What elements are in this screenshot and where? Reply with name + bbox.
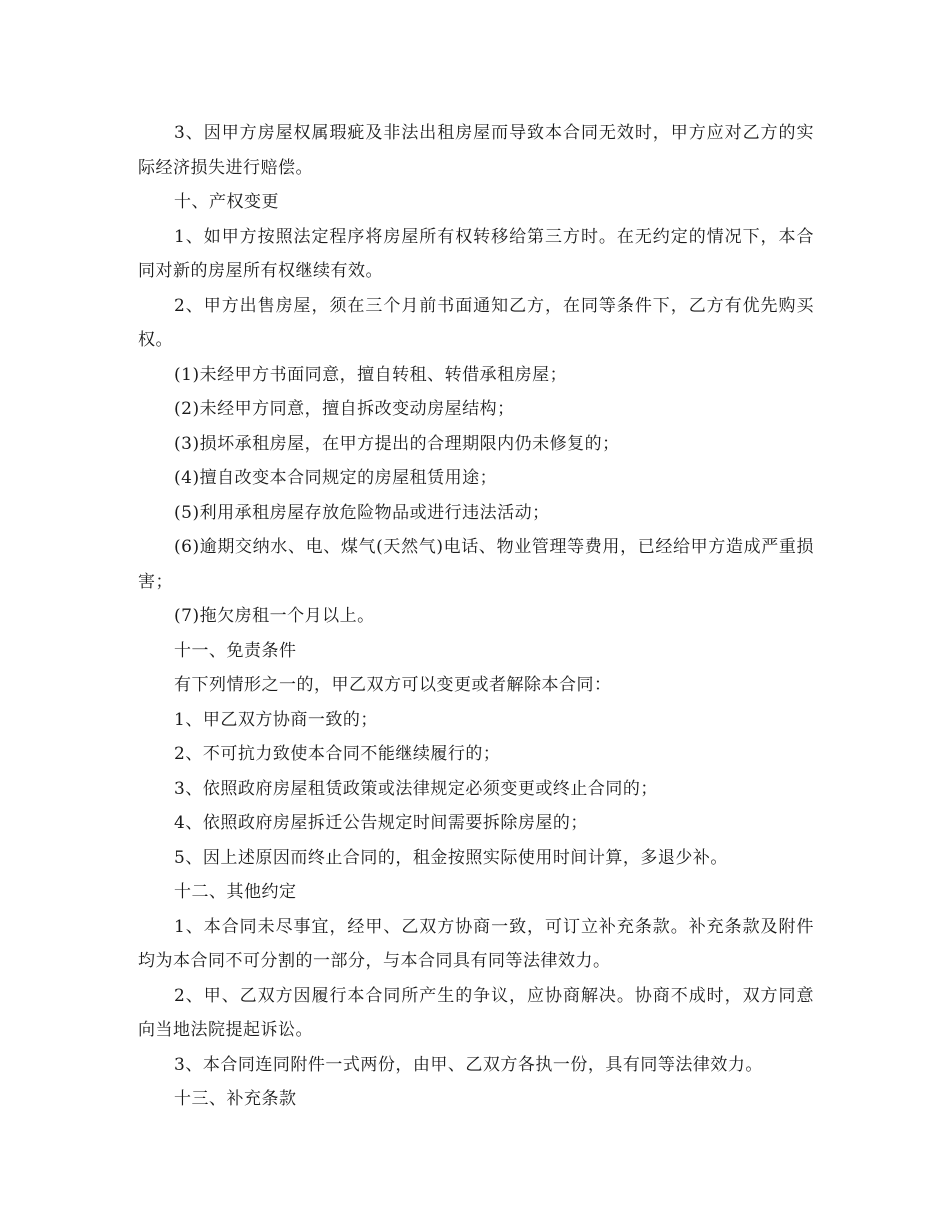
list-item-demolition: 4、依照政府房屋拆迁公告规定时间需要拆除房屋的； xyxy=(174,813,588,833)
list-item-hazard: (5)利用承租房屋存放危险物品或进行违法活动； xyxy=(174,502,550,523)
list-item-rent-settlement: 5、因上述原因而终止合同的，租金按照实际使用时间计算，多退少补。 xyxy=(174,847,728,868)
section-heading-other-terms: 十二、其他约定 xyxy=(174,882,297,902)
section-heading-property-change: 十、产权变更 xyxy=(174,192,279,212)
paragraph-exemption-intro: 有下列情形之一的，甲乙双方可以变更或者解除本合同： xyxy=(174,675,612,695)
paragraph-sale-notice: 2、甲方出售房屋，须在三个月前书面通知乙方，在同等条件下，乙方有优先购买权。 xyxy=(138,295,814,350)
list-item-overdue-fees: (6)逾期交纳水、电、煤气(天然气)电话、物业管理等费用，已经给甲方造成严重损害； xyxy=(138,537,814,592)
paragraph-copies: 3、本合同连同附件一式两份，由甲、乙双方各执一份，具有同等法律效力。 xyxy=(174,1054,763,1075)
list-item-force-majeure: 2、不可抗力致使本合同不能继续履行的； xyxy=(174,744,501,764)
list-item-damage: (3)损坏承租房屋，在甲方提出的合理期限内仍未修复的； xyxy=(174,433,620,454)
list-item-policy-change: 3、依照政府房屋租赁政策或法律规定必须变更或终止合同的； xyxy=(174,778,658,799)
section-heading-supplementary: 十三、补充条款 xyxy=(174,1089,297,1109)
paragraph-ownership-transfer: 1、如甲方按照法定程序将房屋所有权转移给第三方时。在无约定的情况下，本合同对新的房屋所有权继续有效。 xyxy=(138,226,814,281)
paragraph-clause-3-invalid-contract: 3、因甲方房屋权属瑕疵及非法出租房屋而导致本合同无效时，甲方应对乙方的实际经济损失进行赔偿。 xyxy=(138,123,814,178)
list-item-rent-arrears: (7)拖欠房租一个月以上。 xyxy=(174,606,375,626)
list-item-change-use: (4)擅自改变本合同规定的房屋租赁用途； xyxy=(174,468,498,488)
list-item-sublet: (1)未经甲方书面同意，擅自转租、转借承租房屋； xyxy=(174,364,568,385)
paragraph-dispute-resolution: 2、甲、乙双方因履行本合同所产生的争议，应协商解决。协商不成时，双方同意向当地法院提起诉讼。 xyxy=(138,985,814,1040)
section-heading-exemption: 十一、免责条件 xyxy=(174,640,297,661)
document-body xyxy=(138,116,814,1117)
list-item-mutual-agreement: 1、甲乙双方协商一致的； xyxy=(174,709,378,730)
list-item-alter-structure: (2)未经甲方同意，擅自拆改变动房屋结构； xyxy=(174,399,515,419)
paragraph-supplementary-clauses: 1、本合同未尽事宜，经甲、乙双方协商一致，可订立补充条款。补充条款及附件均为本合同不可分割的一部分，与本合同具有同等法律效力。 xyxy=(138,916,814,971)
